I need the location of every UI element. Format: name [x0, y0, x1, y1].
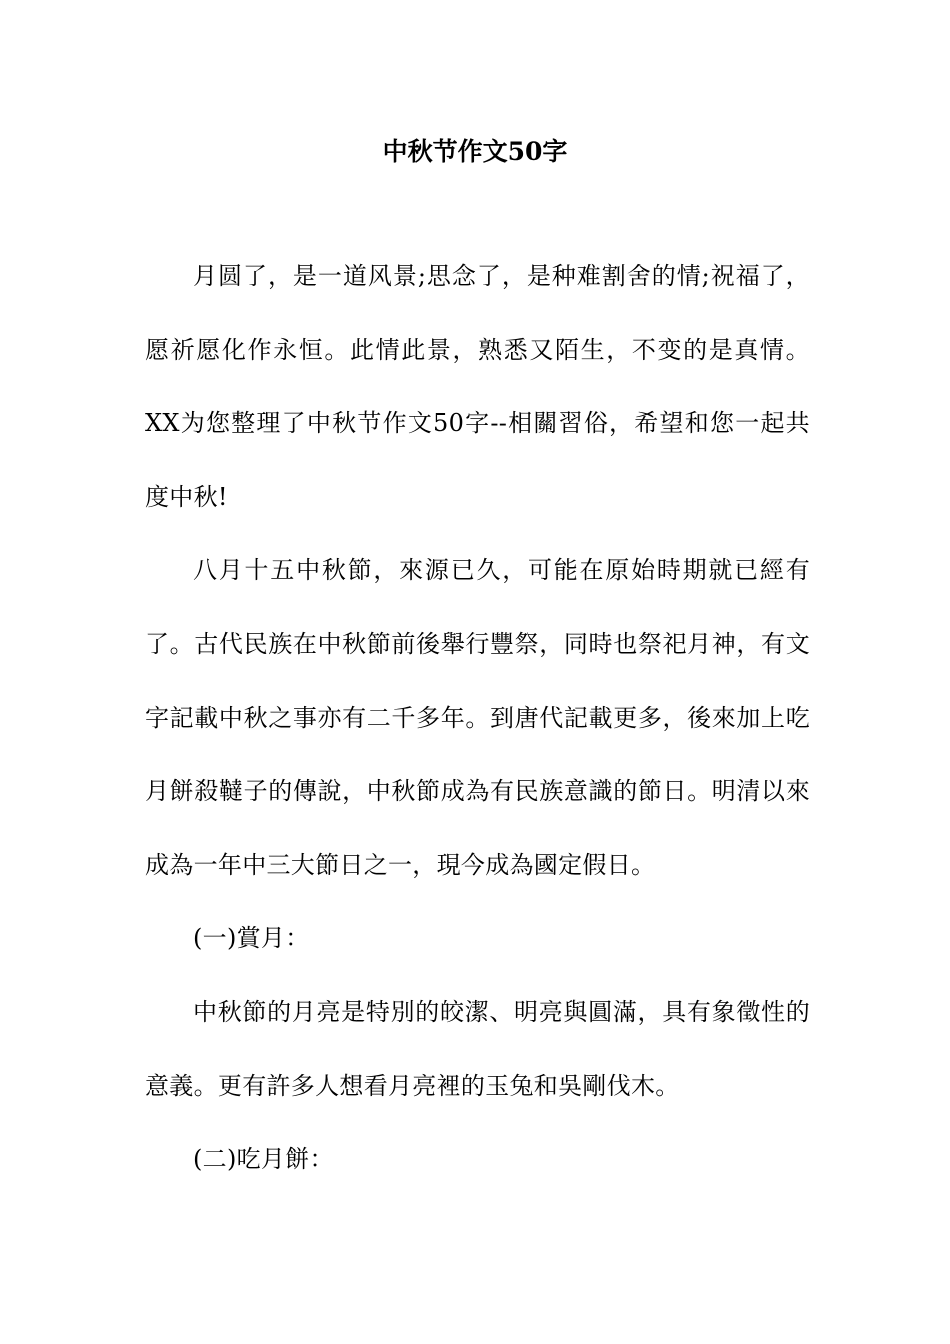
document-body — [145, 240, 810, 1197]
document-title: 中秋节作文50字 — [382, 137, 568, 166]
paragraph-intro: 月圆了，是一道风景;思念了，是种难割舍的情;祝福了，愿祈愿化作永恒。此情此景，熟悉又陌生，不变的是真情。XX为您整理了中秋节作文50字--相關習俗，希望和您一起共度中秋! — [145, 262, 810, 511]
paragraph-history: 八月十五中秋節，來源已久，可能在原始時期就已經有了。古代民族在中秋節前後舉行豐祭，同時也祭祀月神，有文字記載中秋之事亦有二千多年。到唐代記載更多，後來加上吃月餅殺韃子的傳說，中秋節成為有民族意識的節日。明清以來成為一年中三大節日之一，現今成為國定假日。 — [145, 556, 810, 879]
heading-mooncakes: (二)吃月餅： — [193, 1145, 334, 1174]
heading-moon-viewing: (一)賞月： — [193, 924, 310, 953]
paragraph-moon-viewing: 中秋節的月亮是特別的皎潔、明亮與圓滿，具有象徵性的意義。更有許多人想看月亮裡的玉兔和吳剛伐木。 — [145, 997, 810, 1100]
